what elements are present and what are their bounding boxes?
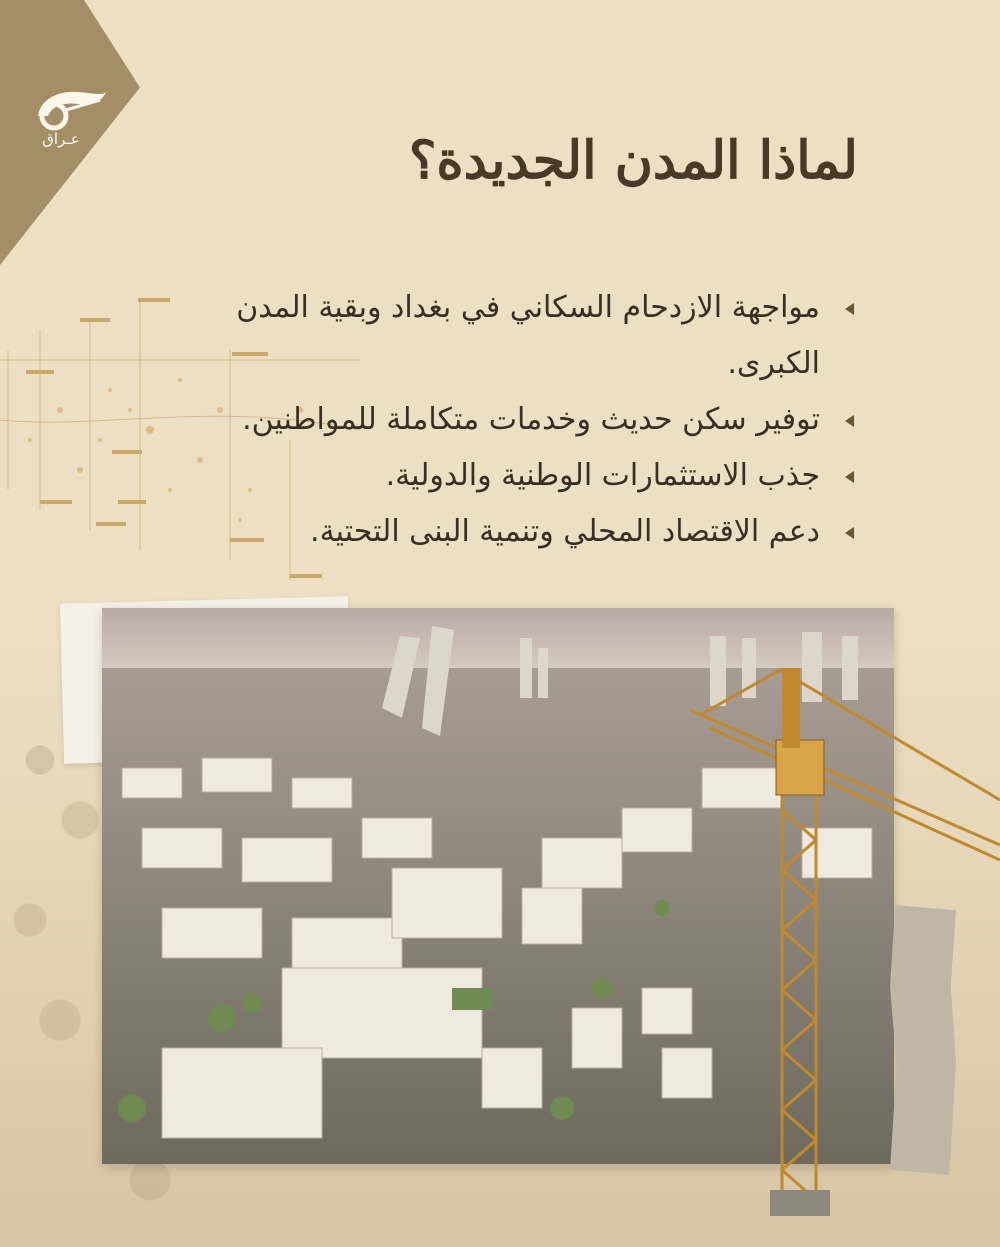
bullet-text: مواجهة الازدحام السكاني في بغداد وبقية المدن الكبرى. [236, 290, 820, 381]
page-title: لماذا المدن الجديدة؟ [408, 130, 858, 191]
list-item [208, 448, 848, 504]
bullet-marker-icon [845, 415, 854, 427]
bullet-list [208, 280, 848, 560]
bullet-text: دعم الاقتصاد المحلي وتنمية البنى التحتية. [310, 514, 820, 549]
bullet-marker-icon [845, 471, 854, 483]
brand-subtitle: عـراق [42, 130, 80, 148]
list-item [208, 392, 848, 448]
bullet-text: جذب الاستثمارات الوطنية والدولية. [385, 458, 820, 493]
list-item [208, 280, 848, 392]
construction-crane-image [690, 660, 1000, 1220]
bullet-marker-icon [845, 527, 854, 539]
bullet-marker-icon [845, 303, 854, 315]
bullet-text: توفير سكن حديث وخدمات متكاملة للمواطنين. [242, 402, 820, 437]
list-item [208, 504, 848, 560]
